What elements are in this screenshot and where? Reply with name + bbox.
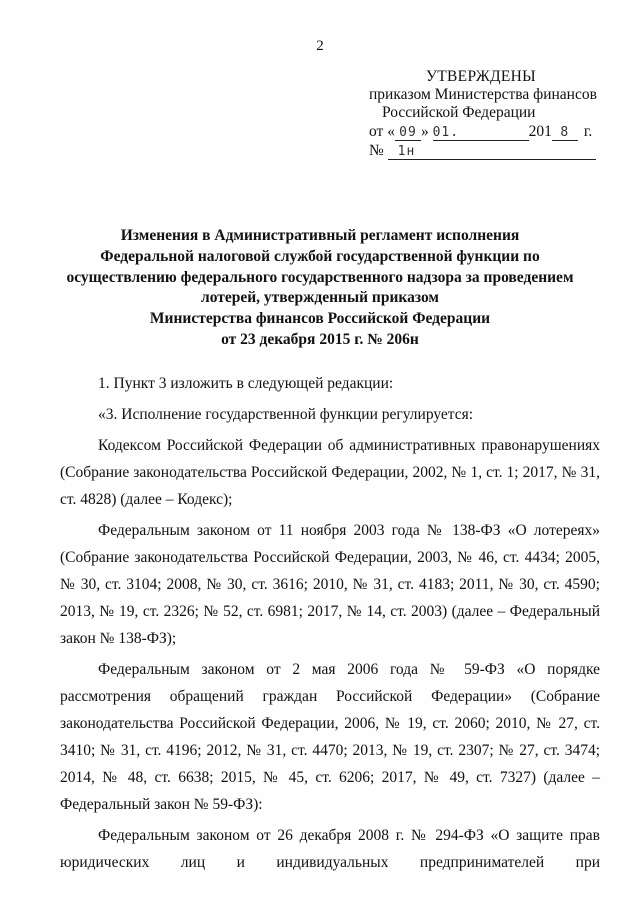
paragraph-code: Кодексом Российской Федерации об административных правонарушениях (Собрание законодательства Российской Федерации, 2002, № 1, ст. 1; 2017, № 31, ст. 4828) (далее – Кодекс);	[60, 437, 600, 508]
number-prefix: №	[369, 142, 384, 159]
document-title	[40, 226, 600, 351]
paragraph-law-294: Федеральным законом от 26 декабря 2008 г. № 294-ФЗ «О защите прав юридических лиц и индивидуальных предпринимателей при	[60, 827, 600, 871]
title-line: Министерства финансов Российской Федерации	[149, 310, 491, 328]
paragraph-law-138: Федеральным законом от 11 ноября 2003 года № 138-ФЗ «О лотереях» (Собрание законодательства Российской Федерации, 2003, № 46, ст. 4434; 2005, № 30, ст. 3104; 2008, № 30, ст. 3616; 2010, № 31, ст. 4183; 2011, № 30, ст. 4590; 2013, № 19, ст. 2326; № 52, ст. 6981; 2017, № 14, ст. 2003) (далее – Федеральный закон № 138-ФЗ);	[60, 522, 600, 647]
approval-number-line	[355, 142, 605, 160]
paragraph-law-59: Федеральным законом от 2 мая 2006 года № 59-ФЗ «О порядке рассмотрения обращений граждан Российской Федерации» (Собрание законодательства Российской Федерации, 2006, № 19, ст. 2060; 2010, № 27, ст. 3410; № 31, ст. 4196; 2012, № 31, ст. 4470; 2013, № 19, ст. 2307; № 27, ст. 3474; 2014, № 48, ст. 6638; 2015, № 45, ст. 6206; 2017, № 49, ст. 7327) (далее – Федеральный закон № 59-ФЗ):	[60, 661, 600, 813]
date-month: 01.	[433, 125, 529, 141]
date-day: 09	[395, 125, 421, 141]
approval-ministry: Российской Федерации	[382, 104, 536, 121]
date-prefix: от «	[369, 123, 395, 140]
date-year-digit: 8	[552, 125, 578, 141]
paragraph-intro: «3. Исполнение государственной функции регулируется:	[98, 406, 474, 423]
document-body	[60, 370, 600, 876]
approval-order-line: приказом Министерства финансов	[369, 86, 597, 103]
paragraph-item-1: 1. Пункт 3 изложить в следующей редакции:	[98, 375, 394, 392]
approval-heading: УТВЕРЖДЕНЫ	[426, 68, 536, 85]
title-line: Федеральной налоговой службой государственной функции по	[100, 247, 540, 265]
title-line: осуществлению федерального государственного надзора за проведением	[66, 268, 574, 286]
page-number: 2	[316, 38, 324, 54]
title-line: лотерей, утвержденный приказом	[201, 289, 439, 307]
date-year-prefix: 201	[528, 123, 552, 140]
date-mid: »	[420, 123, 433, 140]
approval-stamp	[355, 68, 605, 160]
title-line: от 23 декабря 2015 г. № 206н	[221, 330, 419, 348]
title-line: Изменения в Административный регламент исполнения	[120, 227, 520, 244]
date-suffix: г.	[583, 123, 593, 140]
number-value: 1н	[388, 144, 596, 160]
approval-date-line	[355, 123, 605, 141]
